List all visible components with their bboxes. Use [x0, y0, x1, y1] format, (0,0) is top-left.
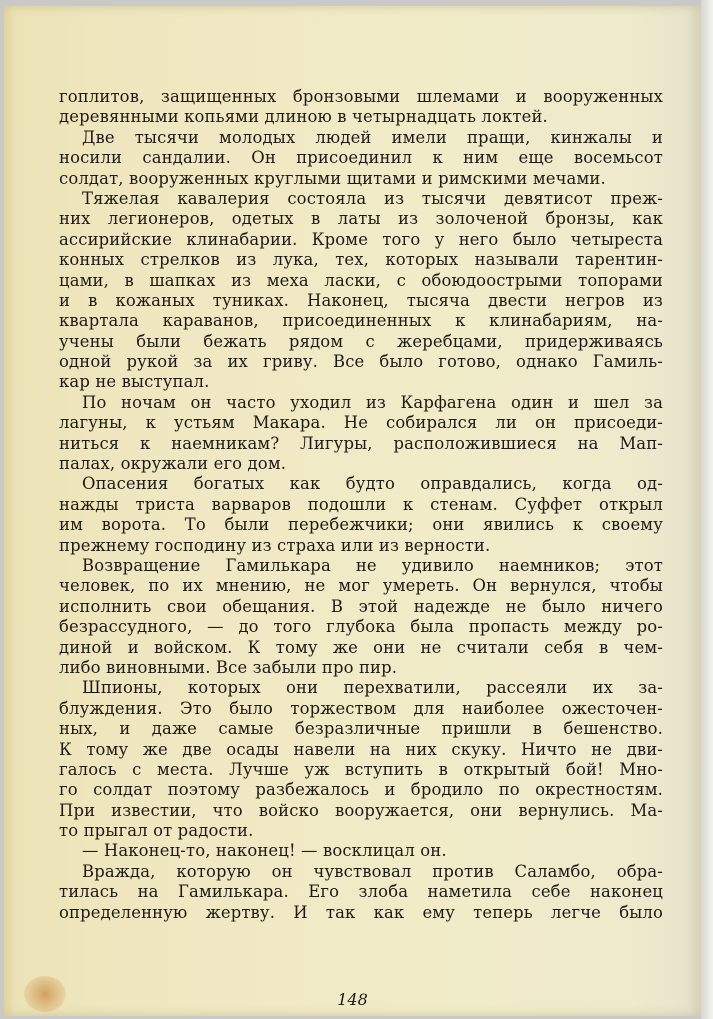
text-line: учены были бежать рядом с жеребцами, придерживаясь [59, 331, 663, 351]
text-line: При известии, что войско вооружается, они вернулись. Ма- [59, 800, 663, 820]
text-line: ниться к наемникам? Лигуры, расположившиеся на Мап- [59, 433, 663, 453]
text-line: диной и войском. К тому же они не считали себя в чем- [59, 637, 663, 657]
text-line: галось с места. Лучше уж вступить в открытый бой! Мно- [59, 759, 663, 779]
text-line: цами, в шапках из меха ласки, с обоюдоострыми топорами [59, 270, 663, 290]
text-line: них легионеров, одетых в латы из золоченой бронзы, как [59, 209, 663, 229]
text-line: конных стрелков из лука, тех, которых называли тарентин- [59, 250, 663, 270]
scan-edge [701, 0, 713, 1019]
text-line: лагуны, к устьям Макара. Не собирался ли он присоеди- [59, 413, 663, 433]
text-line: палах, окружали его дом. [59, 454, 287, 474]
page-number: 148 [337, 990, 368, 1009]
text-line: безрассудного, — до того глубока была пропасть между ро- [59, 617, 663, 637]
text-line: Тяжелая кавалерия состояла из тысячи девятисот преж- [82, 188, 663, 208]
text-line: К тому же две осады навели на них скуку. Ничто не дви- [59, 739, 663, 759]
text-line: — Наконец-то, наконец! — восклицал он. [82, 841, 447, 861]
text-line: нажды триста варваров подошли к стенам. Суффет открыл [59, 494, 663, 514]
text-line: ных, и даже самые безразличные пришли в бешенство. [59, 719, 663, 739]
text-line: блуждения. Это было торжеством для наиболее ожесточен- [59, 698, 663, 718]
text-line: и в кожаных туниках. Наконец, тысяча двести негров из [59, 290, 663, 310]
text-line: Вражда, которую он чувствовал против Саламбо, обра- [82, 861, 663, 881]
body-text [59, 87, 663, 923]
text-line: определенную жертву. И так как ему теперь легче было [59, 902, 663, 922]
text-line: го солдат поэтому разбежалось и бродило по окрестностям. [59, 780, 663, 800]
text-line: деревянными копьями длиною в четырнадцать локтей. [59, 107, 548, 127]
text-line: Опасения богатых как будто оправдались, когда од- [82, 474, 663, 494]
book-page [4, 6, 701, 1016]
text-line: квартала караванов, присоединенных к клинабариям, на- [59, 311, 663, 331]
text-line: Шпионы, которых они перехватили, рассеяли их за- [82, 678, 663, 698]
text-line: кар не выступал. [59, 372, 210, 392]
text-line: то прыгал от радости. [59, 821, 254, 841]
text-line: По ночам он часто уходил из Карфагена один и шел за [82, 392, 663, 412]
text-line: прежнему господину из страха или из верности. [59, 535, 491, 555]
text-line: тилась на Гамилькара. Его злоба наметила себе наконец [59, 882, 663, 902]
text-line: исполнить свои обещания. В этой надежде не было ничего [59, 596, 663, 616]
text-line: им ворота. То были перебежчики; они явились к своему [59, 515, 663, 535]
text-line: Две тысячи молодых людей имели пращи, кинжалы и [82, 127, 663, 147]
text-line: человек, по их мнению, не мог умереть. Он вернулся, чтобы [59, 576, 663, 596]
text-line: Возвращение Гамилькара не удивило наемников; этот [82, 555, 663, 575]
text-line: либо виновными. Все забыли про пир. [59, 657, 398, 677]
text-line: гоплитов, защищенных бронзовыми шлемами и вооруженных [59, 87, 663, 106]
text-line: ассирийские клинабарии. Кроме того у него было четыреста [59, 229, 663, 249]
text-line: солдат, вооруженных круглыми щитами и римскими мечами. [59, 168, 606, 188]
text-line: одной рукой за их гриву. Все было готово, однако Гамиль- [59, 352, 663, 372]
text-line: носили сандалии. Он присоединил к ним еще восемьсот [59, 148, 663, 168]
